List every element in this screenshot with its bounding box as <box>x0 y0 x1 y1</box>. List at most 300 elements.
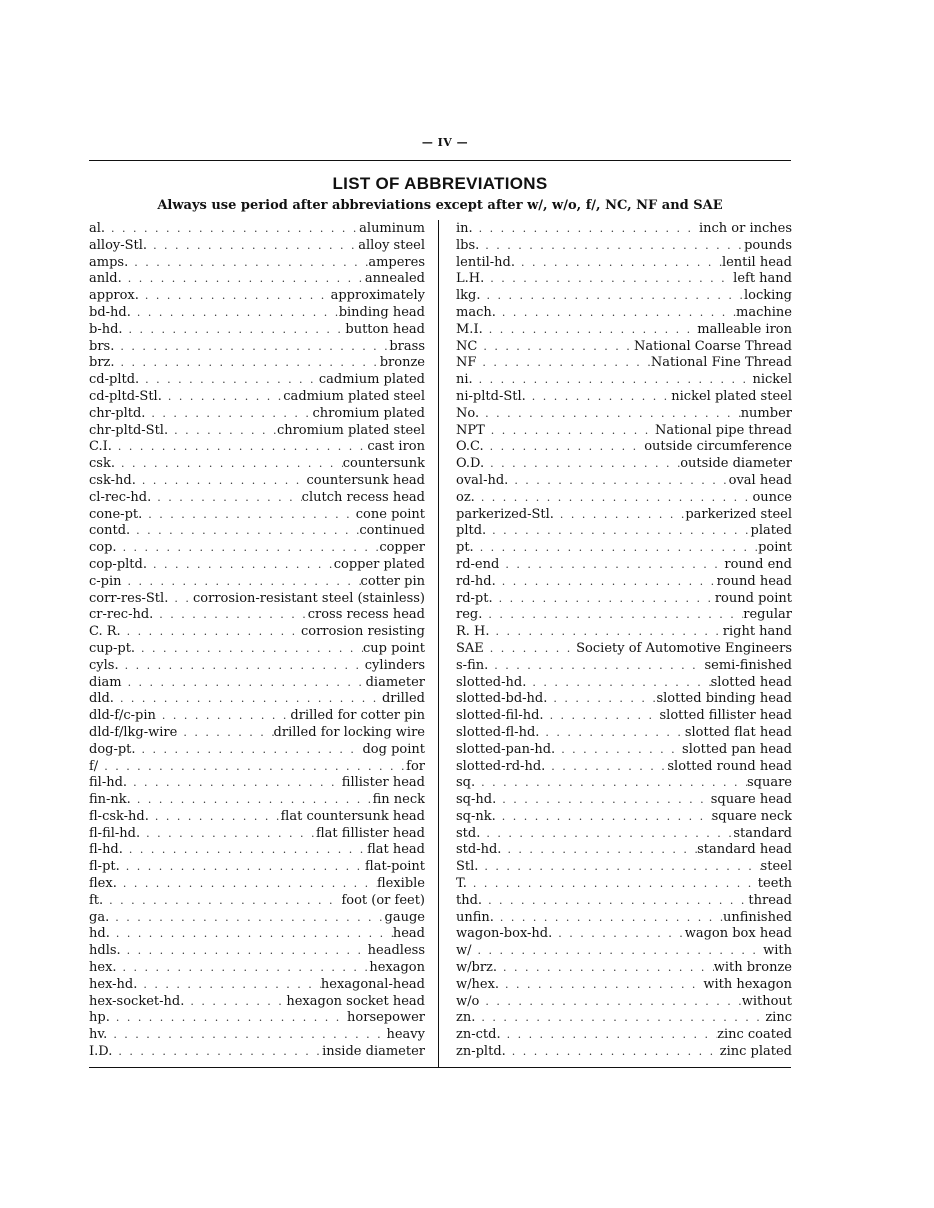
abbreviation: oz. <box>456 489 475 505</box>
dot-leader <box>507 1027 718 1044</box>
abbreviation-entry <box>89 926 425 943</box>
abbreviation: dld. <box>89 691 114 707</box>
abbreviation: std-hd. <box>456 842 502 858</box>
abbreviation: chr-pltd. <box>89 405 146 421</box>
abbreviation-entry <box>456 943 792 960</box>
abbreviation-meaning: National Coarse Thread <box>633 338 792 354</box>
abbreviation: anld. <box>89 271 122 287</box>
abbreviation: flex. <box>89 876 117 892</box>
dot-leader <box>485 406 741 423</box>
abbreviation: slotted-pan-hd. <box>456 741 556 757</box>
dot-leader <box>120 691 382 708</box>
abbreviation-entry <box>456 238 792 255</box>
dot-leader <box>174 423 277 440</box>
abbreviation: ni-pltd-Stl. <box>456 388 526 404</box>
abbreviation: R. H. <box>456 624 490 640</box>
abbreviation: O.C. <box>456 439 484 455</box>
abbreviation-entry <box>89 977 425 994</box>
abbreviation-entry <box>456 675 792 692</box>
abbreviation-entry <box>456 842 792 859</box>
abbreviation-meaning: copper <box>379 540 425 556</box>
dot-leader <box>532 389 672 406</box>
dot-leader <box>480 540 758 557</box>
abbreviation-entry <box>456 725 792 742</box>
dot-leader <box>490 641 576 658</box>
abbreviation-meaning: slotted binding head <box>656 691 792 707</box>
abbreviation-entry <box>456 255 792 272</box>
abbreviation-meaning: for <box>406 758 425 774</box>
abbreviation: hex. <box>89 960 117 976</box>
abbreviation-meaning: number <box>740 405 792 421</box>
abbreviation-entry <box>89 607 425 624</box>
abbreviation: w/brz. <box>456 960 498 976</box>
abbreviation-meaning: cadmium plated steel <box>283 388 425 404</box>
dot-leader <box>126 859 365 876</box>
dot-leader <box>560 507 685 524</box>
abbreviation: hd. <box>89 926 110 942</box>
abbreviation-entry <box>89 859 425 876</box>
abbreviation: sq-nk. <box>456 808 496 824</box>
abbreviation-meaning: hexagon <box>369 960 425 976</box>
abbreviation-entry <box>456 809 792 826</box>
dot-leader <box>142 473 307 490</box>
abbreviation-entry <box>89 809 425 826</box>
abbreviation-meaning: nickel plated steel <box>671 388 792 404</box>
abbreviation: NF <box>456 355 477 371</box>
abbreviation: cr-rec-hd. <box>89 607 154 623</box>
dot-leader <box>473 876 758 893</box>
abbreviation-entry <box>89 557 425 574</box>
dot-leader <box>127 943 368 960</box>
abbreviation: w/hex. <box>456 976 500 992</box>
dot-leader <box>113 1027 386 1044</box>
abbreviation: corr-res-Stl. <box>89 590 169 606</box>
abbreviation: w/ <box>456 943 472 959</box>
abbreviation-entry <box>456 960 792 977</box>
abbreviation-meaning: chromium plated <box>312 405 425 421</box>
abbreviation-entry <box>456 910 792 927</box>
abbreviation-meaning: cross recess head <box>307 607 425 623</box>
abbreviation: c-pin <box>89 573 122 589</box>
abbreviation-entry <box>89 960 425 977</box>
abbreviation: L.H. <box>456 271 485 287</box>
abbreviation: reg. <box>456 607 483 623</box>
abbreviation-entry <box>89 876 425 893</box>
abbreviation-meaning: right hand <box>722 624 792 640</box>
dot-leader <box>505 977 703 994</box>
abbreviation-entry <box>456 708 792 725</box>
abbreviation: hex-socket-hd. <box>89 993 185 1009</box>
abbreviation-meaning: lentil head <box>721 254 792 270</box>
dot-leader <box>483 339 634 356</box>
dot-leader <box>502 792 710 809</box>
abbreviation: mach. <box>456 304 496 320</box>
abbreviation-entry <box>89 691 425 708</box>
abbreviation-meaning: cotter pin <box>360 573 425 589</box>
abbreviation: f/ <box>89 758 99 774</box>
dot-leader <box>514 473 728 490</box>
abbreviation-meaning: steel <box>760 859 792 875</box>
dot-leader <box>129 322 346 339</box>
abbreviation: I.D. <box>89 1044 113 1060</box>
abbreviation-entry <box>456 339 792 356</box>
abbreviation-entry <box>456 1044 792 1061</box>
dot-leader <box>109 893 341 910</box>
abbreviation: fl-hd. <box>89 842 123 858</box>
abbreviation: slotted-bd-hd. <box>456 691 548 707</box>
abbreviation: rd-end <box>456 556 500 572</box>
abbreviation-meaning: with bronze <box>713 960 792 976</box>
abbreviation: cop-pltd. <box>89 556 147 572</box>
dot-leader <box>136 523 359 540</box>
dot-leader <box>153 238 358 255</box>
dot-leader <box>482 355 650 372</box>
dot-leader <box>532 675 710 692</box>
dot-leader <box>145 372 319 389</box>
abbreviation-meaning: zinc plated <box>719 1044 792 1060</box>
abbreviation: T. <box>456 876 467 892</box>
abbreviation-meaning: drilled for cotter pin <box>290 708 425 724</box>
abbreviation-meaning: round point <box>714 590 792 606</box>
abbreviation-meaning: standard <box>733 825 792 841</box>
dot-leader <box>502 305 736 322</box>
dot-leader <box>490 439 645 456</box>
abbreviation: SAE <box>456 640 484 656</box>
abbreviation-meaning: with hexagon <box>703 976 792 992</box>
abbreviation: slotted-hd. <box>456 674 527 690</box>
abbreviation: slotted-fl-hd. <box>456 724 540 740</box>
abbreviation-entry <box>89 675 425 692</box>
dot-leader <box>521 255 722 272</box>
abbreviation: fl-csk-hd. <box>89 808 149 824</box>
abbreviation-entry <box>89 1010 425 1027</box>
dot-leader <box>485 238 744 255</box>
abbreviation-meaning: drilled <box>381 691 425 707</box>
abbreviation-entry <box>89 910 425 927</box>
abbreviation-entry <box>89 288 425 305</box>
abbreviation-meaning: cadmium plated <box>318 372 425 388</box>
dot-leader <box>123 540 380 557</box>
dot-leader <box>111 221 359 238</box>
abbreviation-meaning: National pipe thread <box>655 422 792 438</box>
abbreviation-entry <box>456 305 792 322</box>
dot-leader <box>550 708 660 725</box>
abbreviation: hex-hd. <box>89 976 138 992</box>
abbreviation-meaning: slotted fillister head <box>659 708 792 724</box>
abbreviation-meaning: amperes <box>368 254 425 270</box>
abbreviation: ga. <box>89 909 110 925</box>
abbreviation-meaning: continued <box>359 523 425 539</box>
abbreviation-entry <box>456 859 792 876</box>
abbreviation: cl-rec-hd. <box>89 489 152 505</box>
abbreviation-meaning: cup point <box>362 640 425 656</box>
dot-leader <box>502 574 717 591</box>
abbreviation-meaning: without <box>741 993 792 1009</box>
dot-leader <box>142 742 363 759</box>
abbreviation: sq. <box>456 775 476 791</box>
abbreviation-meaning: outside circumference <box>644 439 792 455</box>
abbreviation-meaning: bronze <box>379 355 425 371</box>
dot-leader <box>496 624 723 641</box>
abbreviation: in. <box>456 221 473 236</box>
abbreviation-meaning: heavy <box>386 1027 425 1043</box>
abbreviation-entry <box>456 372 792 389</box>
abbreviation-meaning: alloy steel <box>358 237 425 253</box>
abbreviation: cop. <box>89 540 117 556</box>
abbreviation-entry <box>89 725 425 742</box>
abbreviation-meaning: fillister head <box>341 775 425 791</box>
abbreviation-meaning: zinc coated <box>717 1027 792 1043</box>
abbreviation-entry <box>89 826 425 843</box>
abbreviation-entry <box>456 792 792 809</box>
abbreviation: dld-f/lkg-wire <box>89 724 178 740</box>
dot-leader <box>486 826 733 843</box>
abbreviation-entry <box>89 759 425 776</box>
abbreviation-meaning: corrosion-resistant steel (stainless) <box>193 590 425 606</box>
top-rule <box>89 160 791 161</box>
abbreviation-entry <box>89 473 425 490</box>
abbreviation-meaning: thread <box>748 892 792 908</box>
abbreviation: NPT <box>456 422 485 438</box>
abbreviation-entry <box>89 842 425 859</box>
abbreviation: slotted-fil-hd. <box>456 708 544 724</box>
abbreviation-meaning: oval head <box>728 472 792 488</box>
abbreviation-meaning: regular <box>743 607 792 623</box>
dot-leader <box>183 725 273 742</box>
abbreviation-entry <box>456 591 792 608</box>
abbreviation-entry <box>456 826 792 843</box>
abbreviation-entry <box>89 406 425 423</box>
abbreviation-entry <box>456 893 792 910</box>
abbreviation: lbs. <box>456 237 480 253</box>
abbreviation-entry <box>89 255 425 272</box>
dot-leader <box>118 439 367 456</box>
abbreviation-meaning: square head <box>710 792 792 808</box>
abbreviation: pt. <box>456 540 474 556</box>
abbreviation: zn-pltd. <box>456 1044 506 1060</box>
abbreviation: al. <box>89 221 106 236</box>
abbreviation-entry <box>89 507 425 524</box>
abbreviation-meaning: malleable iron <box>697 321 792 337</box>
abbreviation: hp. <box>89 1010 110 1026</box>
abbreviations-right-column <box>456 221 792 1061</box>
abbreviation: ni. <box>456 372 473 388</box>
abbreviation: hv. <box>89 1027 108 1043</box>
abbreviation-meaning: zinc <box>765 1010 792 1026</box>
dot-leader <box>118 1044 322 1061</box>
abbreviation-entry <box>89 792 425 809</box>
abbreviation-meaning: square <box>746 775 792 791</box>
abbreviation: oval-hd. <box>456 472 509 488</box>
abbreviation: pltd. <box>456 523 487 539</box>
abbreviation-meaning: approximately <box>330 288 425 304</box>
abbreviation-entry <box>89 540 425 557</box>
abbreviation-entry <box>456 691 792 708</box>
dot-leader <box>558 926 684 943</box>
abbreviation-entry <box>89 591 425 608</box>
abbreviation-meaning: corrosion resisting <box>300 624 425 640</box>
dot-leader <box>561 742 682 759</box>
dot-leader <box>145 288 331 305</box>
dot-leader <box>120 339 389 356</box>
abbreviation: zn. <box>456 1010 476 1026</box>
abbreviation: wagon-box-hd. <box>456 926 553 942</box>
abbreviation-entry <box>456 876 792 893</box>
abbreviation: thd. <box>456 892 483 908</box>
abbreviation: s-fin. <box>456 657 489 673</box>
abbreviation-entry <box>89 523 425 540</box>
abbreviation-entry <box>456 490 792 507</box>
abbreviation: unfin. <box>456 909 494 925</box>
dot-leader <box>123 960 370 977</box>
abbreviation-meaning: clutch recess head <box>301 489 425 505</box>
abbreviation-entry <box>456 389 792 406</box>
abbreviation-meaning: Society of Automotive Engineers <box>576 640 792 656</box>
abbreviation: contd. <box>89 523 131 539</box>
dot-leader <box>125 658 365 675</box>
dot-leader <box>505 557 724 574</box>
dot-leader <box>492 523 750 540</box>
dot-leader <box>127 624 301 641</box>
dot-leader <box>491 423 655 440</box>
abbreviation-meaning: countersunk head <box>306 472 425 488</box>
abbreviation-entry <box>456 658 792 675</box>
abbreviation: std. <box>456 825 481 841</box>
bottom-rule <box>89 1067 791 1068</box>
abbreviation-meaning: slotted head <box>710 674 792 690</box>
abbreviation-meaning: dog point <box>362 741 425 757</box>
abbreviation: zn-ctd. <box>456 1027 501 1043</box>
abbreviation-meaning: flat-point <box>365 859 425 875</box>
abbreviation-meaning: standard head <box>697 842 792 858</box>
abbreviation-meaning: annealed <box>364 271 425 287</box>
abbreviation-meaning: slotted flat head <box>684 724 792 740</box>
abbreviation: No. <box>456 405 480 421</box>
abbreviation-meaning: plated <box>750 523 792 539</box>
abbreviation-entry <box>456 775 792 792</box>
dot-leader <box>553 691 656 708</box>
column-divider <box>438 220 439 1068</box>
dot-leader <box>485 994 741 1011</box>
abbreviation-meaning: round end <box>724 556 792 572</box>
dot-leader <box>494 658 704 675</box>
dot-leader <box>174 591 193 608</box>
abbreviation-entry <box>89 372 425 389</box>
abbreviation-meaning: diameter <box>365 674 425 690</box>
abbreviation: fil-hd. <box>89 775 128 791</box>
abbreviation-entry <box>456 271 792 288</box>
abbreviation: cone-pt. <box>89 506 143 522</box>
abbreviation-entry <box>89 339 425 356</box>
dot-leader <box>115 910 384 927</box>
abbreviation-meaning: chromium plated steel <box>276 422 425 438</box>
abbreviation-meaning: wagon box head <box>684 926 792 942</box>
abbreviation: C.I. <box>89 439 112 455</box>
abbreviation-meaning: cast iron <box>367 439 425 455</box>
dot-leader <box>155 809 281 826</box>
abbreviation-entry <box>89 1044 425 1061</box>
abbreviation-meaning: unfinished <box>722 909 792 925</box>
abbreviation-meaning: countersunk <box>342 456 425 472</box>
abbreviation: ft. <box>89 892 104 908</box>
dot-leader <box>128 675 366 692</box>
dot-leader <box>490 271 733 288</box>
abbreviation: csk-hd. <box>89 472 136 488</box>
abbreviation-meaning: foot (or feet) <box>341 892 425 908</box>
dot-leader <box>159 607 307 624</box>
abbreviation-entry <box>456 221 792 238</box>
abbreviation: M.I. <box>456 321 483 337</box>
dot-leader <box>503 960 714 977</box>
dot-leader <box>148 507 356 524</box>
abbreviation-meaning: flat countersunk head <box>280 808 425 824</box>
abbreviation-entry <box>89 221 425 238</box>
abbreviation: dld-f/c-pin <box>89 708 156 724</box>
abbreviation-entry <box>456 994 792 1011</box>
abbreviation-entry <box>89 305 425 322</box>
abbreviation-meaning: horsepower <box>347 1010 425 1026</box>
dot-leader <box>481 1010 765 1027</box>
dot-leader <box>500 910 723 927</box>
dot-leader <box>116 926 393 943</box>
abbreviation-entry <box>89 389 425 406</box>
dot-leader <box>128 271 365 288</box>
abbreviation-meaning: left hand <box>733 271 792 287</box>
abbreviation-entry <box>89 775 425 792</box>
abbreviation-meaning: flat fillister head <box>316 825 425 841</box>
abbreviation-entry <box>456 607 792 624</box>
dot-leader <box>551 759 667 776</box>
abbreviation-entry <box>456 624 792 641</box>
abbreviation-meaning: machine <box>736 304 792 320</box>
abbreviation-entry <box>456 557 792 574</box>
abbreviation: diam <box>89 674 122 690</box>
abbreviation: cd-pltd. <box>89 372 140 388</box>
abbreviation-entry <box>89 1027 425 1044</box>
dot-leader <box>121 355 380 372</box>
dot-leader <box>116 1010 347 1027</box>
abbreviation-entry <box>456 1027 792 1044</box>
abbreviation-entry <box>456 473 792 490</box>
abbreviation-entry <box>456 926 792 943</box>
dot-leader <box>190 994 286 1011</box>
abbreviation: cyls. <box>89 657 119 673</box>
dot-leader <box>478 943 764 960</box>
abbreviation: cd-pltd-Stl. <box>89 388 162 404</box>
abbreviation-entry <box>456 456 792 473</box>
dot-leader <box>481 775 747 792</box>
dot-leader <box>487 288 745 305</box>
abbreviation: approx. <box>89 288 139 304</box>
abbreviation-entry <box>89 271 425 288</box>
abbreviation-meaning: slotted round head <box>667 758 792 774</box>
abbreviation-entry <box>89 439 425 456</box>
abbreviation-entry <box>89 624 425 641</box>
dot-leader <box>141 641 363 658</box>
dot-leader <box>153 557 334 574</box>
abbreviation-entry <box>89 238 425 255</box>
abbreviation-meaning: square neck <box>711 808 792 824</box>
abbreviation-entry <box>89 423 425 440</box>
abbreviation-meaning: slotted pan head <box>682 741 792 757</box>
abbreviation-entry <box>89 456 425 473</box>
dot-leader <box>168 389 283 406</box>
dot-leader <box>489 322 698 339</box>
abbreviation-entry <box>89 994 425 1011</box>
abbreviation-entry <box>456 355 792 372</box>
dot-leader <box>499 591 715 608</box>
abbreviation-entry <box>456 507 792 524</box>
